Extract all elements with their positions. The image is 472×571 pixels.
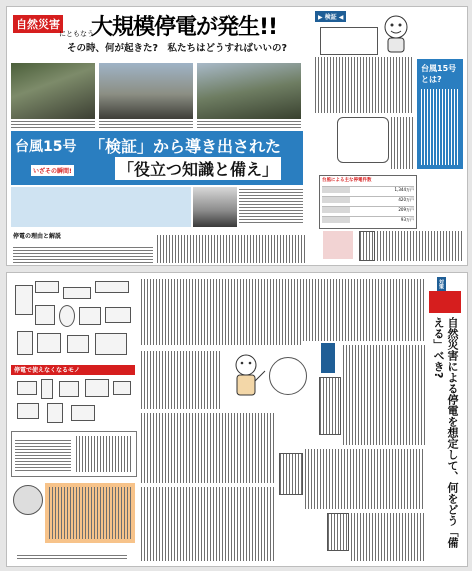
outage-table [319, 175, 417, 229]
rice-cooker-icon [63, 287, 91, 299]
banner-accent [429, 291, 461, 313]
photo-caption-3 [197, 121, 301, 129]
point-box-2 [279, 453, 303, 495]
verify-tag: ▶ 検証 ◀ [315, 11, 346, 22]
illustration-box [323, 231, 353, 259]
body-text-12 [305, 449, 425, 509]
urgent-label: いざその瞬間! [31, 165, 74, 176]
phone-icon [41, 379, 53, 399]
typhoon-info-title: 台風15号とは? [421, 64, 457, 84]
mascot-illustration [379, 13, 413, 53]
tip-text [49, 487, 131, 539]
apps-text-2 [76, 436, 132, 472]
apps-box [11, 431, 137, 477]
body-text-2 [157, 235, 307, 263]
body-text-5 [377, 231, 463, 261]
tip-box [45, 483, 135, 543]
body-text-8 [141, 413, 275, 483]
banner-text: 自然災害による停電を想定して、何をどう「備える」べき? [432, 317, 459, 548]
typhoon-label: 台風15号 [15, 139, 77, 155]
body-text-4 [391, 117, 413, 169]
expert-caption [239, 189, 303, 225]
refrigerator-icon [15, 285, 33, 315]
intro-paragraph [11, 187, 191, 227]
toilet-icon [37, 333, 61, 353]
cooktop-icon [35, 281, 59, 293]
unusable-items-bar: 停電で使えなくなるモノ [11, 365, 135, 375]
alarm-icon [17, 403, 39, 419]
pump-icon [47, 403, 63, 423]
main-headline: 大規模停電が発生!! [91, 15, 278, 40]
body-text-9 [141, 487, 275, 561]
photo-power-pole [99, 63, 193, 119]
body-text-10 [303, 279, 425, 341]
table-row: 93万戸 [322, 216, 414, 224]
speech-bubble-2 [269, 357, 307, 395]
verify-title-2: 「役立つ知識と備え」 [115, 157, 281, 180]
photo-caption-2 [99, 121, 193, 129]
bottom-page [6, 272, 468, 567]
sub-headline: その時、何が起きた? 私たちはどうすればいいの? [67, 43, 288, 54]
verify-title: 「検証」から導き出された [89, 137, 282, 156]
microwave-icon [35, 305, 55, 325]
character-illustration [225, 351, 267, 401]
headline-banner [7, 7, 307, 65]
footer-credit [17, 555, 127, 559]
disaster-tag: 自然災害 [13, 15, 63, 33]
small-device-illustrations [11, 377, 135, 425]
photo-caption-1 [11, 121, 95, 129]
body-text-11 [343, 345, 425, 445]
callout-box [320, 27, 378, 55]
top-page [6, 6, 468, 266]
pc-icon [105, 307, 131, 323]
table-row: 1,344万戸 [322, 186, 414, 194]
body-text-3 [315, 57, 413, 113]
intercom-icon [59, 381, 79, 397]
air-conditioner-icon [95, 281, 129, 293]
table-row: 209万戸 [322, 206, 414, 214]
body-text-7 [141, 351, 221, 409]
tv-icon [79, 307, 101, 325]
point-box-3 [327, 513, 349, 551]
body-text-6 [141, 279, 301, 345]
mascot-face [13, 485, 43, 515]
appliance-illustrations [11, 277, 135, 359]
point-label [321, 343, 335, 373]
water-server-icon [17, 331, 33, 355]
body-text-13 [351, 513, 425, 561]
outage-table-title: 台風による主な停電件数 [322, 178, 372, 183]
photo-storm-damage [197, 63, 301, 119]
battery-icon [113, 381, 131, 395]
photo-fallen-tree [11, 63, 95, 119]
vertical-label [359, 231, 375, 261]
washer-icon [67, 335, 89, 353]
typhoon-info-text [421, 89, 459, 165]
speech-bubble [337, 117, 389, 163]
countermeasure-banner [427, 291, 463, 561]
countermeasure-tag: 対策 [438, 279, 444, 289]
section-title: 停電の理由と解説 [13, 233, 62, 240]
router-icon [17, 381, 37, 395]
body-text-1 [13, 247, 153, 263]
heater-icon [95, 333, 127, 355]
table-row: 420万戸 [322, 196, 414, 204]
fan-icon [59, 305, 75, 327]
laptop-icon [85, 379, 109, 397]
expert-photo [193, 187, 237, 227]
point-box-1 [319, 377, 341, 435]
typhoon-info-box [417, 59, 463, 169]
apps-text-1 [15, 440, 71, 472]
feature-title-box [11, 131, 303, 185]
disaster-tag-sub: にともなう [59, 30, 94, 38]
gate-icon [71, 405, 95, 421]
